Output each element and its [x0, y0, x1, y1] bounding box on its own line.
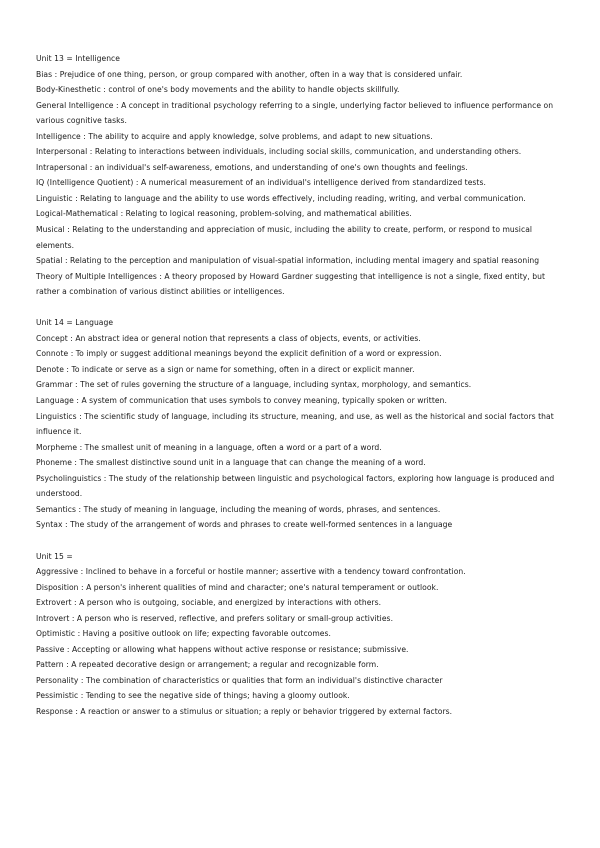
entry-separator: : — [62, 520, 71, 530]
entry-term: Linguistics — [36, 411, 77, 421]
entry-separator: : — [72, 193, 81, 203]
entry-definition: A numerical measurement of an individual's intelligence derived from standardized tests. — [141, 178, 486, 188]
entry-definition: The study of the arrangement of words and phrases to create well-formed sentences in a language — [70, 520, 453, 530]
entry-definition: The smallest distinctive sound unit in a language that can change the meaning of a word. — [79, 458, 426, 468]
unit-section — [36, 315, 566, 533]
glossary-entry — [36, 269, 566, 300]
unit-heading: Unit 13 = Intelligence — [36, 54, 121, 63]
entry-definition: A system of communication that uses symbols to convey meaning, typically spoken or written. — [81, 396, 447, 406]
entry-separator: : — [87, 162, 95, 172]
entry-definition: The study of meaning in language, including the meaning of words, phrases, and sentences. — [83, 504, 441, 514]
glossary-entry — [36, 580, 566, 596]
entry-definition: Accepting or allowing what happens without active response or resistance; submissive. — [71, 644, 409, 654]
entry-term: General Intelligence — [36, 100, 114, 110]
unit-section — [36, 549, 566, 720]
entry-definition: To indicate or serve as a sign or name for something, often in a direct or explicit manner. — [71, 364, 415, 374]
entry-term: Denote — [36, 364, 64, 374]
entry-term: Grammar — [36, 380, 73, 390]
glossary-entry — [36, 82, 566, 98]
unit-section — [36, 51, 566, 300]
glossary-entry — [36, 502, 566, 518]
entry-term: Theory of Multiple Intelligences — [36, 271, 157, 281]
unit-heading: Unit 14 = Language — [36, 318, 114, 328]
entry-definition: An abstract idea or general notion that represents a class of objects, events, or activities. — [75, 333, 421, 343]
entry-term: Connote — [36, 349, 69, 359]
glossary-content — [36, 51, 566, 720]
entry-term: Disposition — [36, 582, 79, 592]
glossary-entry — [36, 191, 566, 207]
glossary-entry — [36, 144, 566, 160]
entry-definition: Relating to language and the ability to use words effectively, including reading, writing, and verbal communication. — [80, 193, 526, 203]
entry-term: Concept — [36, 333, 68, 343]
entry-separator: : — [77, 442, 85, 452]
entry-definition: The ability to acquire and apply knowledge, solve problems, and adapt to new situations. — [88, 131, 433, 141]
entry-separator: : — [68, 349, 76, 359]
entry-separator: : — [71, 458, 80, 468]
entry-term: Spatial — [36, 256, 63, 266]
glossary-entry — [36, 129, 566, 145]
glossary-entry — [36, 704, 566, 720]
entry-separator: : — [73, 396, 82, 406]
entry-term: Morpheme — [36, 442, 78, 452]
entry-term: Optimistic — [36, 629, 76, 639]
entry-definition: Prejudice of one thing, person, or group compared with another, often in a way that is considered unfair. — [59, 69, 463, 79]
entry-term: Language — [36, 396, 74, 406]
entry-separator: : — [101, 473, 109, 483]
entry-definition: To imply or suggest additional meanings beyond the explicit definition of a word or expression. — [75, 349, 442, 359]
entry-separator: : — [64, 225, 73, 235]
glossary-entry — [36, 331, 566, 347]
entry-definition: Relating to interactions between individuals, including social skills, communication, and understanding others. — [94, 147, 522, 157]
glossary-entry — [36, 67, 566, 83]
glossary-entry — [36, 564, 566, 580]
entry-term: Logical-Mathematical — [36, 209, 119, 219]
glossary-entry — [36, 377, 566, 393]
unit-heading: Unit 15 = — [36, 551, 73, 561]
entry-term: IQ (Intelligence Quotient) — [36, 178, 134, 188]
glossary-entry — [36, 657, 566, 673]
entry-definition: The set of rules governing the structure of a language, including syntax, morphology, and semantics. — [80, 380, 472, 390]
entry-term: Linguistic — [36, 193, 73, 203]
entry-definition: The combination of characteristics or qualities that form an individual's distinctive character — [85, 675, 443, 685]
glossary-entry — [36, 346, 566, 362]
entry-separator: : — [64, 644, 72, 654]
entry-separator: : — [76, 411, 85, 421]
entry-separator: : — [63, 364, 72, 374]
entry-definition: Having a positive outlook on life; expecting favorable outcomes. — [82, 629, 331, 639]
entry-term: Aggressive — [36, 567, 79, 577]
entry-definition: The smallest unit of meaning in a language, often a word or a part of a word. — [84, 442, 382, 452]
glossary-entry — [36, 595, 566, 611]
glossary-entry — [36, 222, 566, 253]
entry-separator: : — [62, 256, 71, 266]
entry-term: Intelligence — [36, 131, 81, 141]
entry-separator: : — [52, 69, 60, 79]
entry-definition: Inclined to behave in a forceful or hostile manner; assertive with a tendency toward confrontation. — [85, 567, 466, 577]
entry-definition: A reaction or answer to a stimulus or situation; a reply or behavior triggered by external factors. — [80, 706, 453, 716]
entry-term: Interpersonal — [36, 147, 88, 157]
entry-term: Psycholinguistics — [36, 473, 102, 483]
entry-separator: : — [78, 675, 86, 685]
glossary-entry — [36, 455, 566, 471]
glossary-entry — [36, 98, 566, 129]
entry-term: Intrapersonal — [36, 162, 88, 172]
entry-term: Response — [36, 706, 73, 716]
entry-definition: A person who is outgoing, sociable, and energized by interactions with others. — [79, 598, 382, 608]
entry-term: Introvert — [36, 613, 70, 623]
entry-definition: A repeated decorative design or arrangement; a regular and recognizable form. — [71, 660, 379, 670]
entry-separator: : — [78, 582, 87, 592]
entry-definition: Relating to the perception and manipulation of visual-spatial information, including mental imagery and spatial reasoning — [70, 256, 540, 266]
entry-separator: : — [87, 147, 95, 157]
entry-definition: Relating to logical reasoning, problem-solving, and mathematical abilities. — [125, 209, 412, 219]
glossary-entry — [36, 611, 566, 627]
entry-definition: control of one's body movements and the ability to handle objects skillfully. — [108, 85, 400, 95]
entry-separator: : — [71, 598, 80, 608]
glossary-entry — [36, 688, 566, 704]
entry-separator: : — [113, 100, 122, 110]
entry-separator: : — [133, 178, 141, 188]
entry-separator: : — [75, 629, 83, 639]
glossary-entry — [36, 673, 566, 689]
glossary-entry — [36, 393, 566, 409]
entry-definition: A concept in traditional psychology referring to a single, underlying factor believed to influence performance on various cognitive tasks. — [36, 100, 554, 126]
entry-separator: : — [78, 691, 86, 701]
glossary-entry — [36, 409, 566, 440]
entry-term: Musical — [36, 225, 65, 235]
entry-definition: Relating to the understanding and appreciation of music, including the ability to create, perform, or respond to musical elements. — [36, 225, 533, 250]
entry-term: Syntax — [36, 520, 63, 530]
entry-definition: A person's inherent qualities of mind and character; one's natural temperament or outlook. — [86, 582, 439, 592]
entry-term: Body-Kinesthetic — [36, 85, 101, 95]
entry-term: Passive — [36, 644, 65, 654]
entry-separator: : — [80, 131, 89, 141]
entry-definition: an individual's self-awareness, emotions, and understanding of one's own thoughts and feelings. — [94, 162, 468, 172]
glossary-entry — [36, 517, 566, 533]
entry-term: Personality — [36, 675, 79, 685]
glossary-entry — [36, 206, 566, 222]
glossary-entry — [36, 175, 566, 191]
entry-separator: : — [156, 271, 165, 281]
entry-term: Semantics — [36, 504, 77, 514]
entry-term: Bias — [36, 69, 53, 79]
entry-definition: A theory proposed by Howard Gardner suggesting that intelligence is not a single, fixed entity, but rather a combination of various distinct abilities or intelligences. — [36, 271, 546, 297]
glossary-entry — [36, 440, 566, 456]
glossary-entry — [36, 642, 566, 658]
entry-separator: : — [63, 660, 72, 670]
glossary-entry — [36, 626, 566, 642]
glossary-entry — [36, 362, 566, 378]
entry-separator: : — [118, 209, 126, 219]
glossary-entry — [36, 160, 566, 176]
glossary-entry — [36, 253, 566, 269]
entry-definition: A person who is reserved, reflective, and prefers solitary or small-group activities. — [76, 613, 394, 623]
entry-term: Pattern — [36, 660, 64, 670]
entry-separator: : — [78, 567, 86, 577]
entry-separator: : — [72, 380, 81, 390]
entry-definition: The scientific study of language, including its structure, meaning, and use, as well as the historical and social factors that influence it. — [36, 411, 554, 437]
entry-separator: : — [72, 706, 81, 716]
entry-term: Extrovert — [36, 598, 72, 608]
entry-definition: The study of the relationship between linguistic and psychological factors, exploring how language is produced and understood. — [36, 473, 555, 499]
glossary-entry — [36, 471, 566, 502]
entry-separator: : — [76, 504, 84, 514]
entry-definition: Tending to see the negative side of things; having a gloomy outlook. — [85, 691, 350, 701]
entry-term: Phoneme — [36, 458, 72, 468]
entry-separator: : — [67, 333, 76, 343]
entry-separator: : — [69, 613, 77, 623]
entry-separator: : — [100, 85, 109, 95]
entry-term: Pessimistic — [36, 691, 79, 701]
